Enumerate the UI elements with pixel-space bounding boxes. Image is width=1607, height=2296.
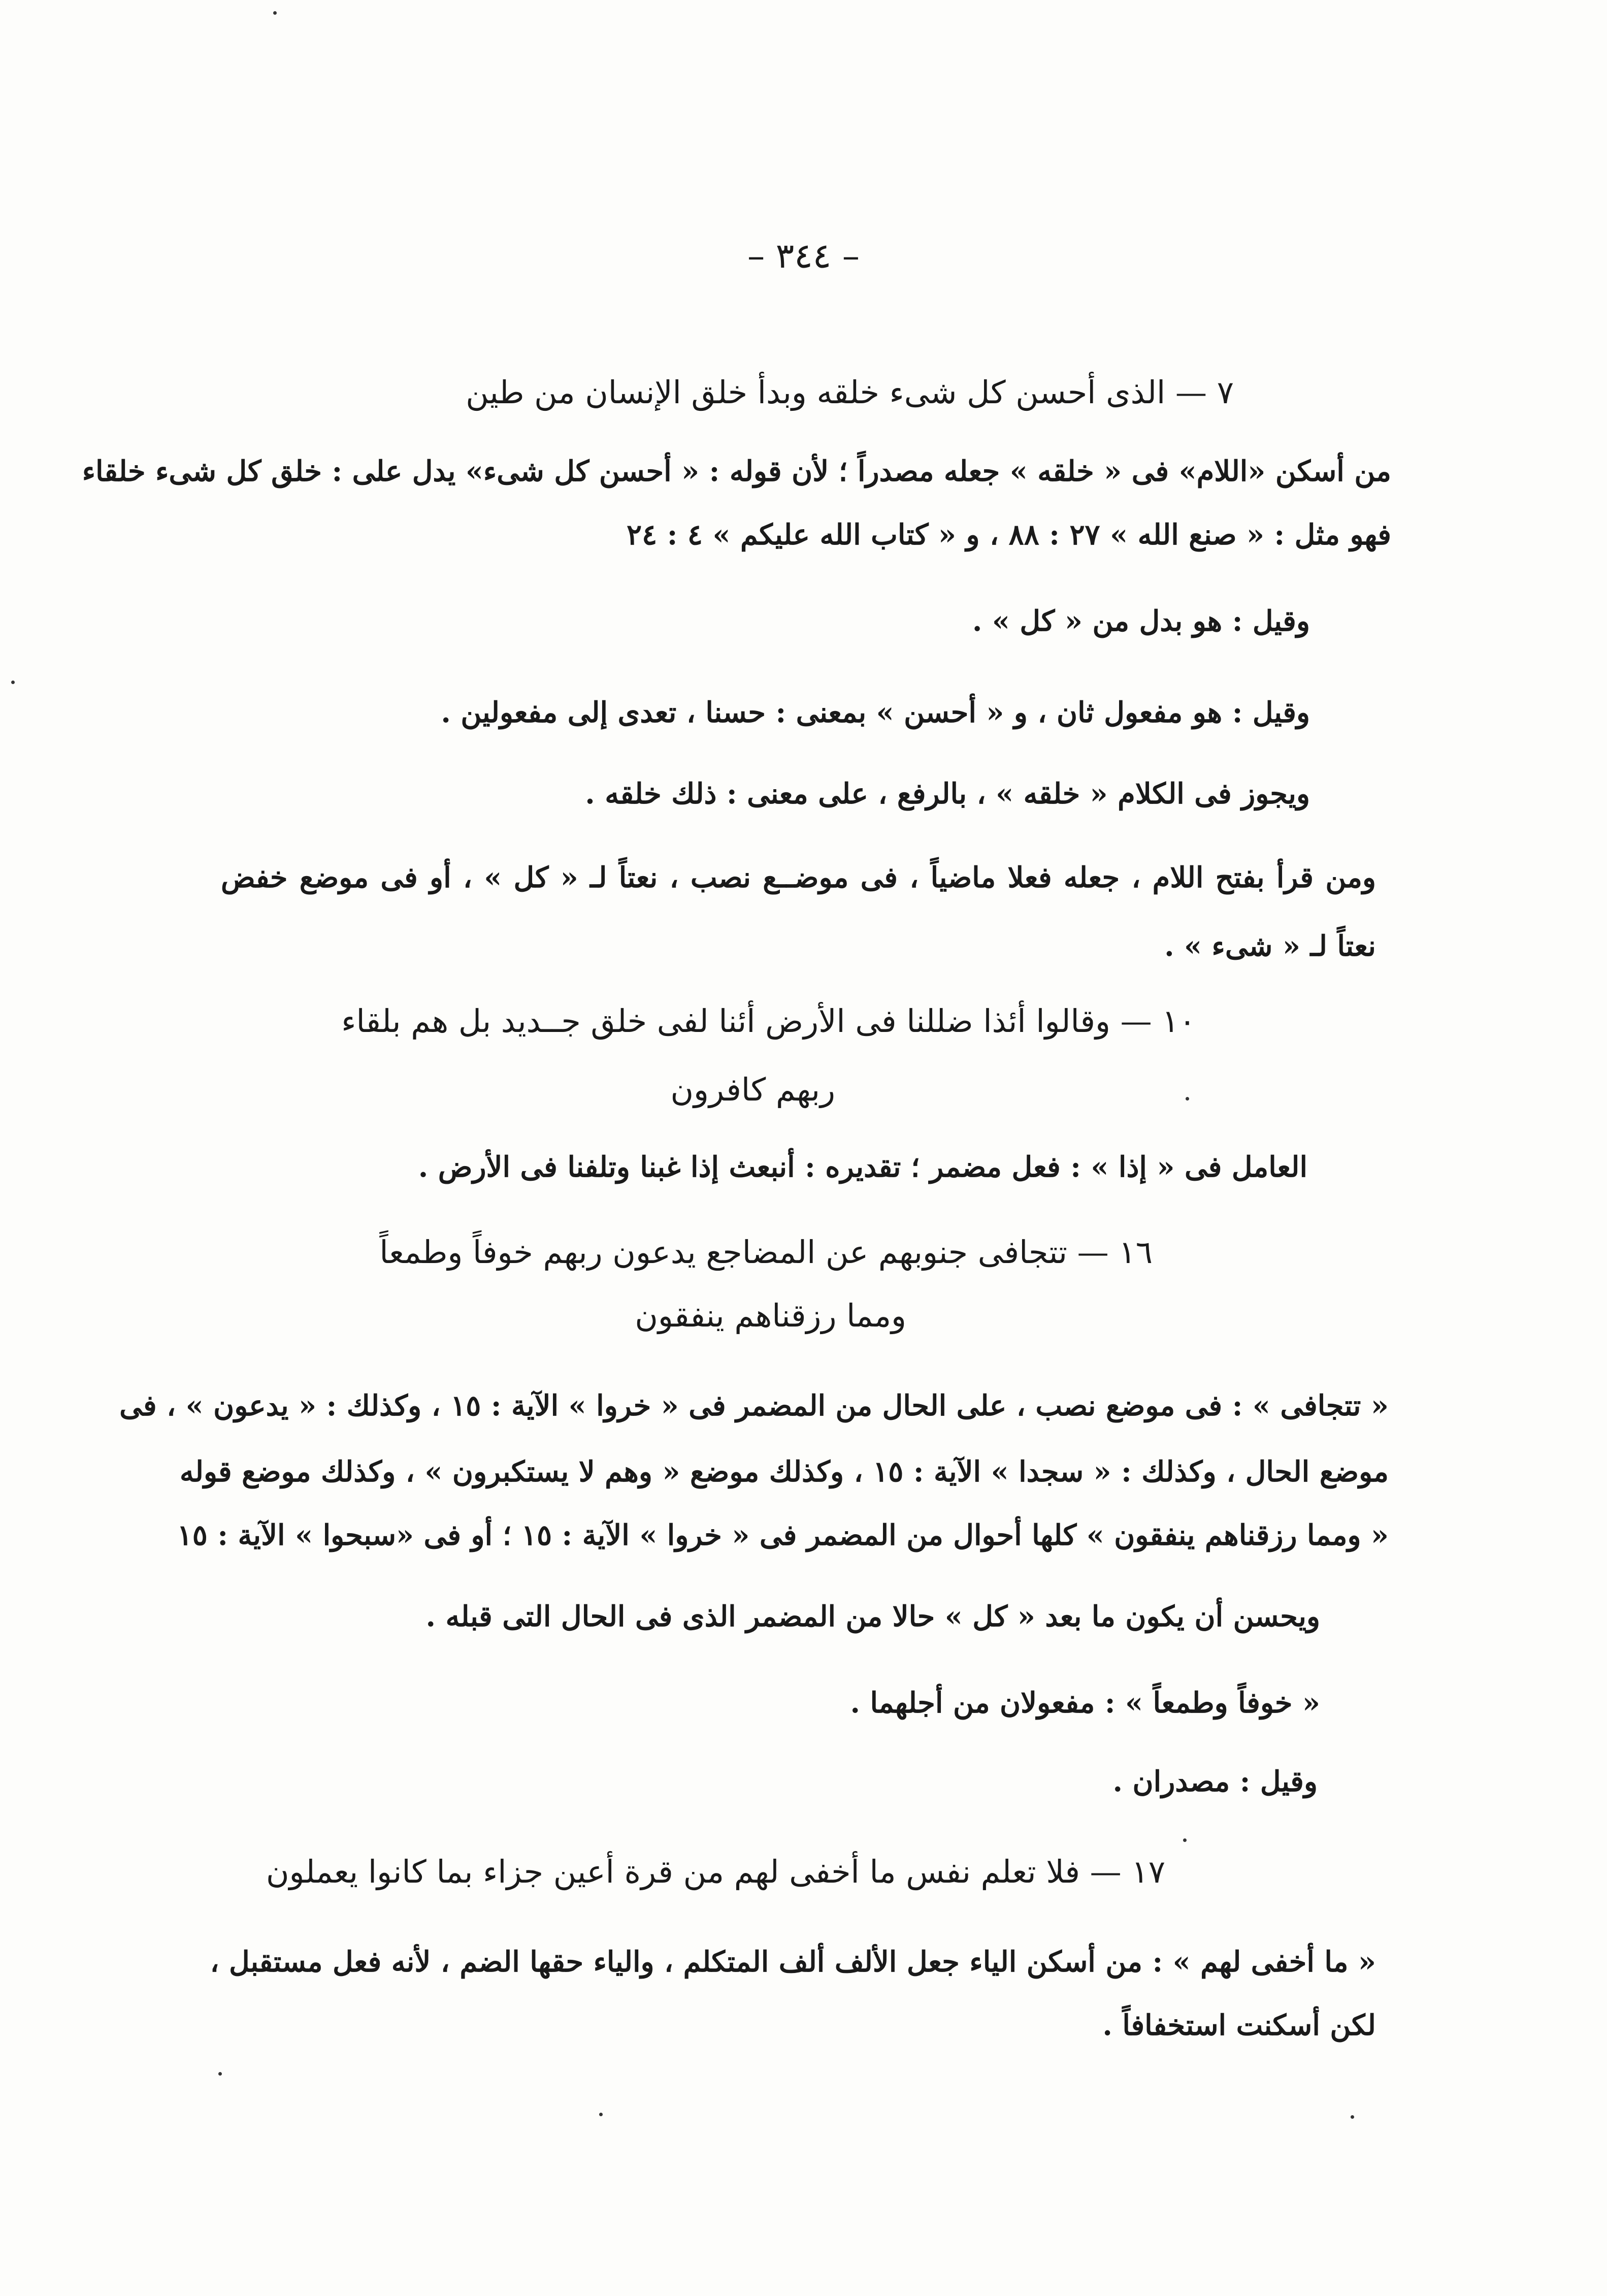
scan-speck <box>273 11 277 15</box>
commentary-line: موضع الحال ، وكذلك : « سجدا » الآية : ١٥ ، وكذلك موضع « وهم لا يستكبرون » ، وكذلك موضع قوله <box>179 1455 1389 1489</box>
commentary-line: العامل فى « إذا » : فعل مضمر ؛ تقديره : أنبعث إذا غبنا وتلفنا فى الأرض . <box>418 1150 1307 1184</box>
commentary-line: لكن أسكنت استخفافاً . <box>1102 2009 1376 2042</box>
commentary-line: « خوفاً وطمعاً » : مفعولان من أجلهما . <box>850 1686 1320 1720</box>
scan-speck <box>11 681 15 684</box>
scan-speck <box>1351 2115 1354 2119</box>
commentary-line: وقيل : هو مفعول ثان ، و « أحسن » بمعنى : حسنا ، تعدى إلى مفعولين . <box>441 696 1310 729</box>
commentary-line: نعتاً لـ « شىء » . <box>1164 929 1376 963</box>
commentary-line: « تتجافى » : فى موضع نصب ، على الحال من المضمر فى « خروا » الآية : ١٥ ، وكذلك : « يدعون » ، فى <box>119 1389 1389 1422</box>
commentary-line: « ما أخفى لهم » : من أسكن الياء جعل الألف ألف المتكلم ، والياء حقها الضم ، لأنه فعل مستقبل ، <box>210 1945 1376 1979</box>
commentary-line: وقيل : هو بدل من « كل » . <box>972 604 1310 638</box>
scan-speck <box>218 2072 222 2076</box>
verse-10-heading: ١٠ — وقالوا أئذا ضللنا فى الأرض أئنا لفى خلق جــديد بل هم بلقاء <box>341 1003 1196 1040</box>
verse-7-heading: ٧ — الذى أحسن كل شىء خلقه وبدأ خلق الإنسان من طين <box>466 374 1234 411</box>
commentary-line: « ومما رزقناهم ينفقون » كلها أحوال من المضمر فى « خروا » الآية : ١٥ ؛ أو فى «سبحوا » الآية : ١٥ <box>177 1518 1389 1552</box>
commentary-line: فهو مثل : « صنع الله » ٢٧ : ٨٨ ، و « كتاب الله عليكم » ٤ : ٢٤ <box>627 518 1391 552</box>
commentary-line: ومن قرأ بفتح اللام ، جعله فعلا ماضياً ، فى موضــع نصب ، نعتاً لـ « كل » ، أو فى موضع خفض <box>221 861 1376 894</box>
page-number: – ٣٤٤ – <box>747 236 860 276</box>
verse-16-heading-cont: ومما رزقناهم ينفقون <box>635 1297 906 1334</box>
commentary-line: من أسكن «اللام» فى « خلقه » جعله مصدراً ؛ لأن قوله : « أحسن كل شىء» يدل على : خلق كل شىء خلقاء <box>82 455 1391 488</box>
verse-10-heading-cont: ربهم كافرون <box>670 1071 835 1108</box>
scan-speck <box>599 2113 603 2116</box>
scan-speck <box>1183 1838 1187 1842</box>
verse-17-heading: ١٧ — فلا تعلم نفس ما أخفى لهم من قرة أعين جزاء بما كانوا يعملون <box>266 1853 1165 1890</box>
scan-speck <box>1186 1097 1189 1101</box>
commentary-line: ويجوز فى الكلام « خلقه » ، بالرفع ، على معنى : ذلك خلقه . <box>585 777 1310 811</box>
commentary-line: وقيل : مصدران . <box>1112 1765 1318 1798</box>
commentary-line: ويحسن أن يكون ما بعد « كل » حالا من المضمر الذى فى الحال التى قبله . <box>425 1600 1320 1633</box>
verse-16-heading: ١٦ — تتجافى جنوبهم عن المضاجع يدعون ربهم خوفاً وطمعاً <box>379 1234 1153 1271</box>
